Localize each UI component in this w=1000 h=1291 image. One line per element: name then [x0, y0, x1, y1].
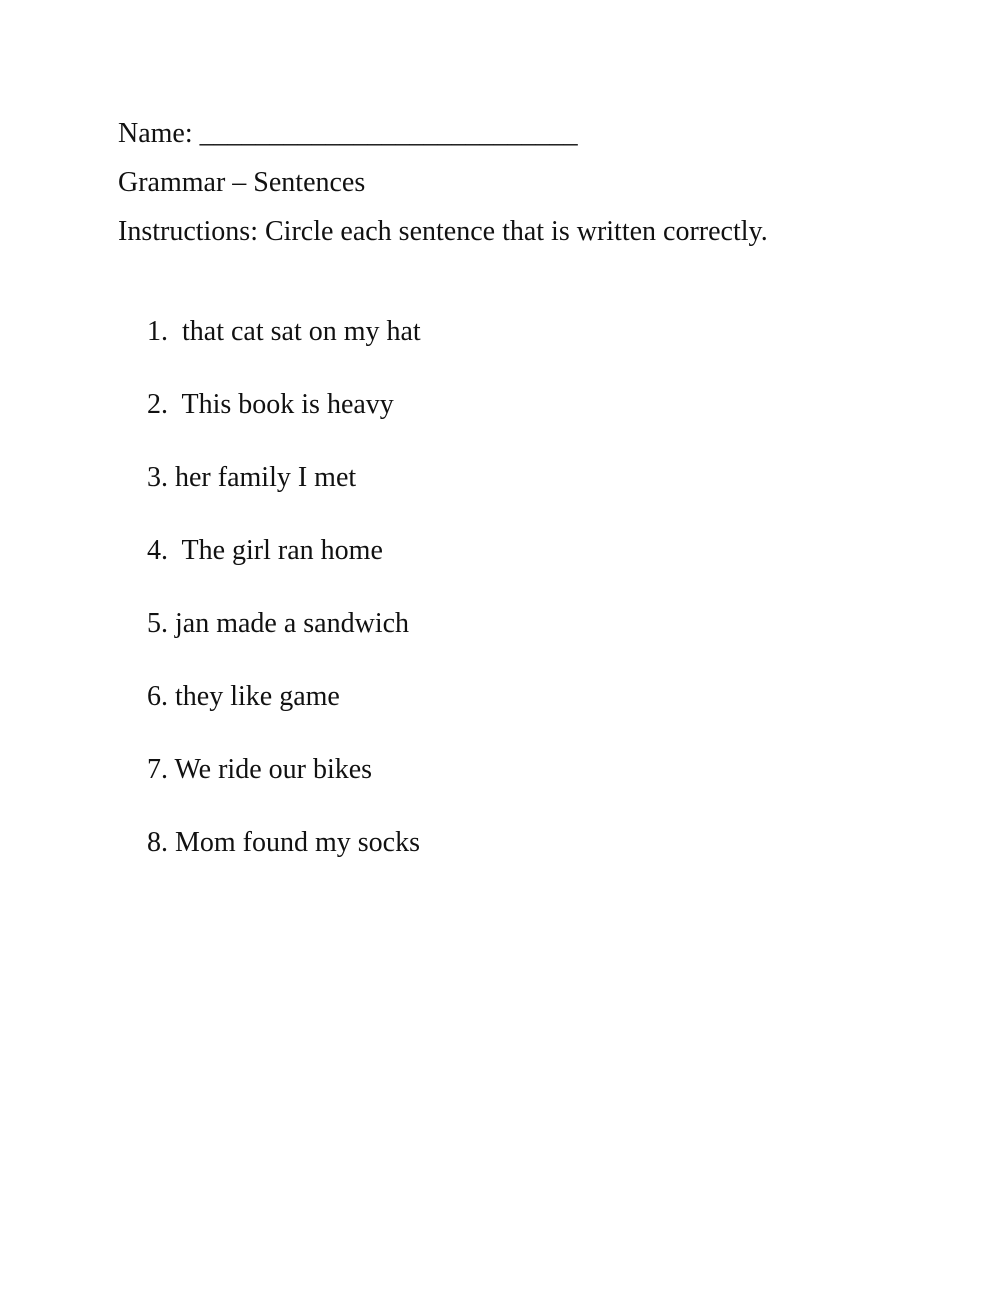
worksheet-instructions: Instructions: Circle each sentence that is written correctly.: [118, 216, 768, 247]
sentence-item: 7. We ride our bikes: [147, 754, 373, 785]
sentence-list: [147, 315, 421, 899]
sentence-item: 4. The girl ran home: [147, 535, 383, 566]
sentence-item: 6. they like game: [147, 681, 340, 712]
sentence-item: 8. Mom found my socks: [147, 827, 420, 858]
sentence-item: 2. This book is heavy: [147, 389, 394, 420]
name-field-label: Name: ___________________________: [118, 118, 578, 149]
worksheet-subject: Grammar – Sentences: [118, 167, 366, 198]
sentence-item: 5. jan made a sandwich: [147, 608, 410, 639]
sentence-item: 1. that cat sat on my hat: [147, 316, 421, 347]
sentence-item: 3. her family I met: [147, 462, 357, 493]
